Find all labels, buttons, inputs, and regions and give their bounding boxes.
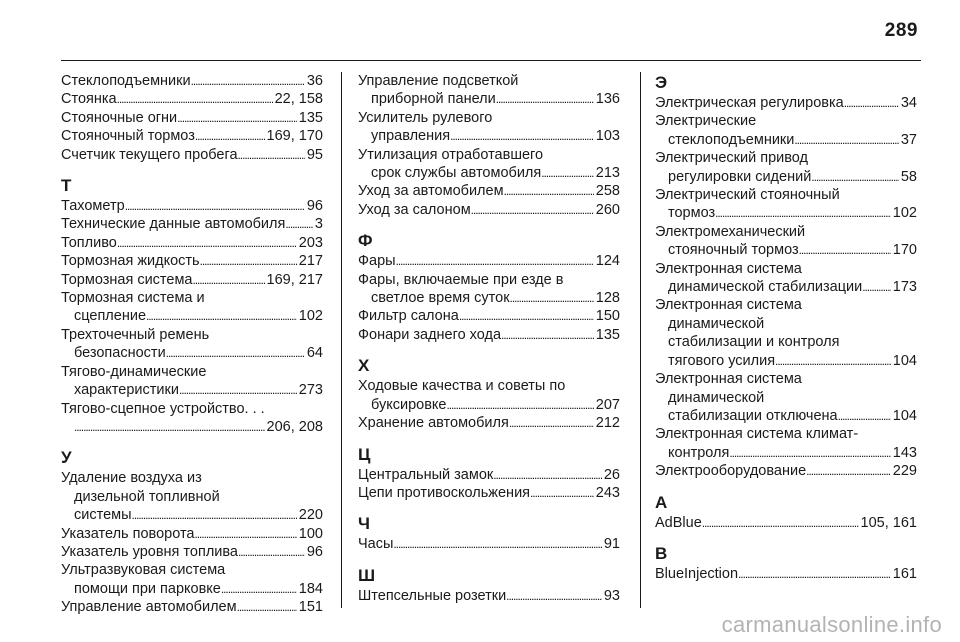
index-entry: Электронная система динамической стабилизации и контроля тягового усилия . . . 104	[655, 296, 917, 370]
watermark: carmanualsonline.info	[721, 612, 942, 637]
index-letter-heading: Т	[61, 176, 72, 196]
index-entry: Технические данные автомобиля . . . 3	[61, 215, 323, 233]
index-entry: Ультразвуковая система помощи при парковке . . . 184	[61, 561, 323, 598]
index-entry: Утилизация отработавшего срок службы автомобиля . . . 213	[358, 146, 620, 183]
index-entry: Трехточечный ремень безопасности . . . 64	[61, 326, 323, 363]
index-entry: Электрическая регулировка . . . 34	[655, 94, 917, 112]
index-entry: Тормозная система и сцепление . . . 102	[61, 289, 323, 326]
index-entry: Часы . . . 91	[358, 535, 620, 553]
index-entry: Счетчик текущего пробега . . . 95	[61, 146, 323, 164]
index-entry: Удаление воздуха из дизельной топливной системы . . . 220	[61, 469, 323, 524]
index-letter-heading: Ц	[358, 444, 371, 464]
index-entry: Стояночные огни . . . 135	[61, 109, 323, 127]
index-entry: BlueInjection . . . 161	[655, 565, 917, 583]
index-column-3	[655, 72, 917, 583]
index-entry: Уход за салоном . . . 260	[358, 201, 620, 219]
index-letter-heading: Ч	[358, 514, 370, 534]
index-entry: Фары . . . 124	[358, 252, 620, 270]
index-letter-heading: У	[61, 448, 72, 468]
page-number: 289	[884, 20, 918, 41]
index-letter-heading: Э	[655, 73, 668, 92]
index-letter-heading: Х	[358, 356, 370, 376]
index-entry: Стояночный тормоз . . . 169, 170	[61, 127, 323, 145]
index-entry: Электронная система климат- контроля . . . 143	[655, 425, 917, 462]
index-entry: Фильтр салона . . . 150	[358, 307, 620, 325]
index-entry: Штепсельные розетки . . . 93	[358, 587, 620, 605]
index-entry: Усилитель рулевого управления . . . 103	[358, 109, 620, 146]
index-entry: Центральный замок . . . 26	[358, 466, 620, 484]
index-entry: Фары, включаемые при езде в светлое время суток . . . 128	[358, 271, 620, 308]
index-entry: Хранение автомобиля . . . 212	[358, 414, 620, 432]
index-entry: Тормозная жидкость . . . 217	[61, 252, 323, 270]
index-entry: Электрический привод регулировки сидений . . . 58	[655, 149, 917, 186]
index-entry: Электрические стеклоподъемники . . . 37	[655, 112, 917, 149]
index-entry: Указатель уровня топлива . . . 96	[61, 543, 323, 561]
index-letter-heading: Ш	[358, 565, 376, 585]
index-entry: Электронная система динамической стабилизации . . . 173	[655, 260, 917, 297]
index-entry: Электрический стояночный тормоз . . . 102	[655, 186, 917, 223]
index-entry: Топливо . . . 203	[61, 234, 323, 252]
index-entry: Электромеханический стояночный тормоз . . . 170	[655, 223, 917, 260]
index-entry: Электрооборудование . . . 229	[655, 462, 917, 480]
column-divider	[341, 72, 342, 608]
index-entry: Цепи противоскольжения . . . 243	[358, 484, 620, 502]
index-entry: AdBlue . . . 105, 161	[655, 514, 917, 532]
index-entry: Стоянка . . . 22, 158	[61, 90, 323, 108]
column-divider	[640, 72, 641, 608]
index-entry: Тягово-сцепное устройство. . . . . . 206, 208	[61, 400, 323, 437]
index-letter-heading: Ф	[358, 231, 373, 251]
index-entry: Тормозная система . . . 169, 217	[61, 271, 323, 289]
index-entry: Указатель поворота . . . 100	[61, 525, 323, 543]
index-entry: Тахометр . . . 96	[61, 197, 323, 215]
index-entry: Фонари заднего хода . . . 135	[358, 326, 620, 344]
index-entry: Ходовые качества и советы по буксировке . . . 207	[358, 377, 620, 414]
index-entry: Управление подсветкой приборной панели . . . 136	[358, 72, 620, 109]
index-letter-heading: A	[655, 492, 668, 512]
index-entry: Управление автомобилем . . . 151	[61, 598, 323, 616]
index-entry: Электронная система динамической стабилизации отключена . . . 104	[655, 370, 917, 425]
index-entry: Стеклоподъемники . . . 36	[61, 72, 323, 90]
index-entry: Тягово-динамические характеристики . . . 273	[61, 363, 323, 400]
header-rule	[61, 60, 921, 61]
index-column-2	[358, 72, 620, 605]
index-entry-list	[61, 72, 323, 164]
index-letter-heading: B	[655, 543, 668, 563]
index-column-1	[61, 72, 323, 617]
index-entry: Уход за автомобилем . . . 258	[358, 182, 620, 200]
